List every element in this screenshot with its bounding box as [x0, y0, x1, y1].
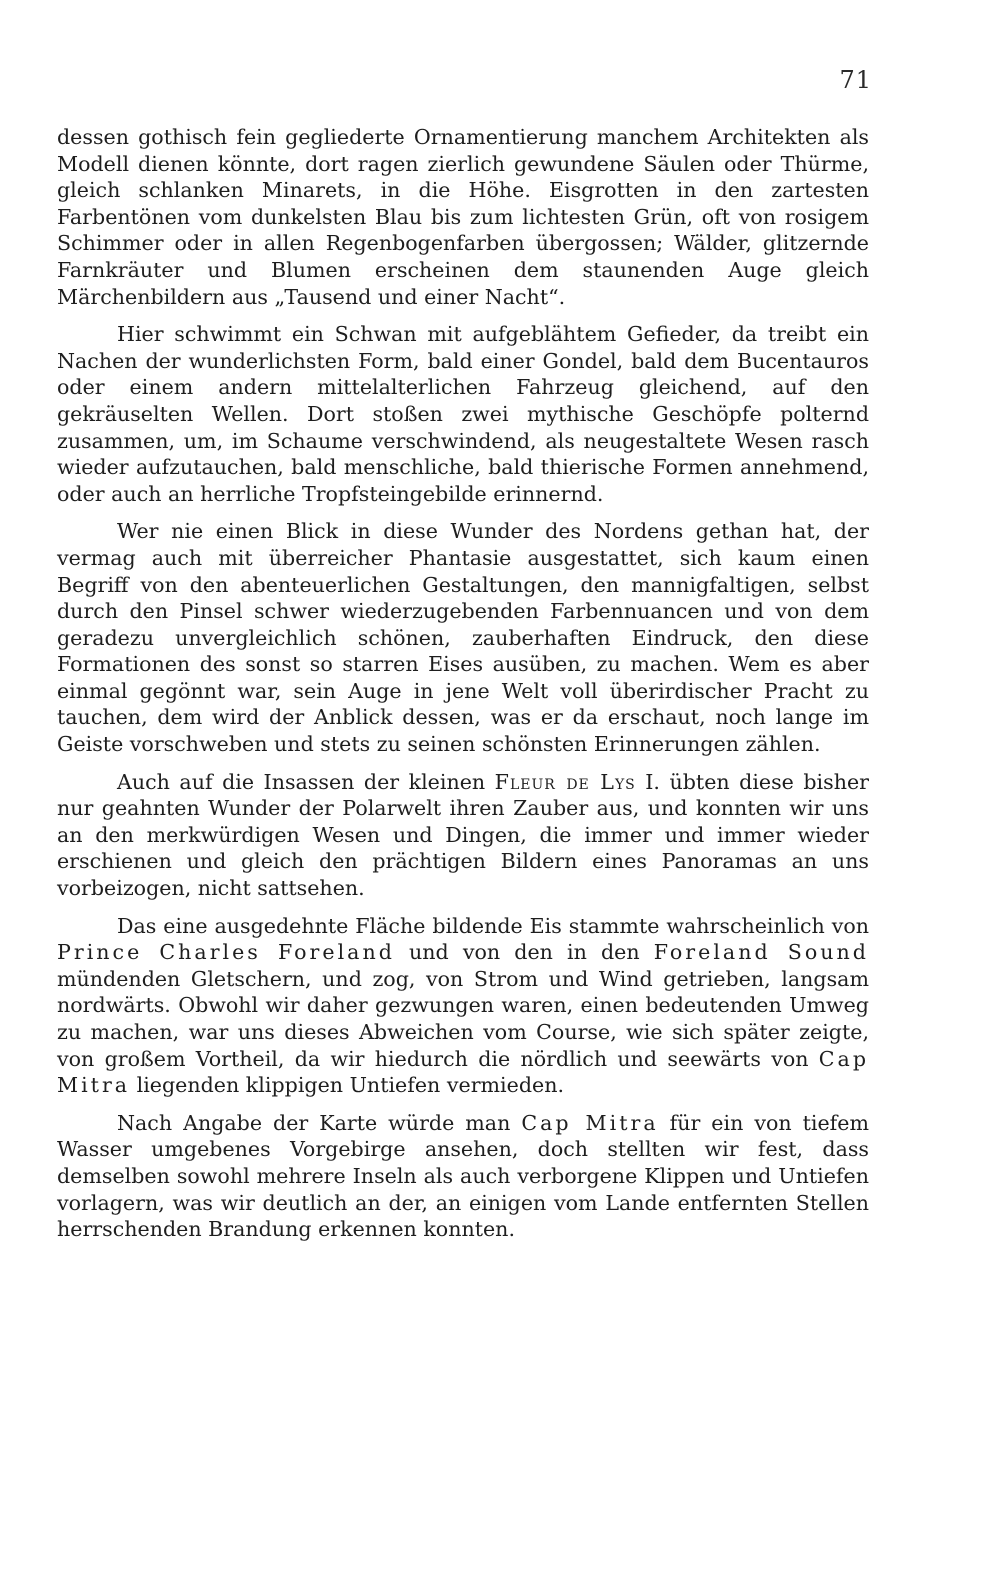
paragraph-6-text-b: für ein von tiefem Wasser umgebenes Vorgebirge ansehen, doch stellten wir fest, dass demselben sowohl mehrere Inseln als auch verborgene Klippen und Untiefen vorlagern, was wir deutlich an der, an einigen vom Lande entfernten Stellen herrschenden Brandung erkennen konnten. [57, 1110, 869, 1242]
paragraph-4-text-b: I. übten diese bisher nur geahnten Wunder der Polarwelt ihren Zauber aus, und konnten wir uns an den merkwürdigen Wesen und Dingen, die immer und immer wieder erschienen und gleich den prächtigen Bildern eines Panoramas an uns vorbeizogen, nicht sattsehen. [57, 769, 869, 901]
paragraph-5 [57, 913, 869, 1099]
ship-name: Fleur de Lys [494, 769, 636, 794]
paragraph-2: Hier schwimmt ein Schwan mit aufgeblähtem Gefieder, da treibt ein Nachen der wunderlichsten Form, bald einer Gondel, bald dem Bucentauros oder einem andern mittelalterlichen Fahrzeug gleichend, auf den gekräuselten Wellen. Dort stoßen zwei mythische Geschöpfe polternd zusammen, um, im Schaume verschwindend, als neugestaltete Wesen rasch wieder aufzutauchen, bald menschliche, bald thierische Formen annehmend, oder auch an herrliche Tropfsteingebilde erinnernd. [57, 322, 869, 506]
paragraph-6-text-a: Nach Angabe der Karte würde man [117, 1110, 522, 1135]
paragraph-3: Wer nie einen Blick in diese Wunder des Nordens gethan hat, der vermag auch mit überreicher Phantasie ausgestattet, sich kaum einen Begriff von den abenteuerlichen Gestaltungen, den mannigfaltigen, selbst durch den Pinsel schwer wiederzugebenden Farbennuancen und von dem geradezu unvergleichlich schönen, zauberhaften Eindruck, den diese Formationen des sonst so starren Eises ausüben, zu machen. Wem es aber einmal gegönnt war, sein Auge in jene Welt voll überirdischer Pracht zu tauchen, dem wird der Anblick dessen, was er da erschaut, noch lange im Geiste vorschweben und stets zu seinen schönsten Erinnerungen zählen. [57, 519, 869, 757]
paragraph-1: dessen gothisch fein gegliederte Ornamentierung manchem Architekten als Modell dienen könnte, dort ragen zierlich gewundene Säulen oder Thürme, gleich schlanken Minarets, in die Höhe. Eisgrotten in den zartesten Farbentönen vom dunkelsten Blau bis zum lichtesten Grün, oft von rosigem Schimmer oder in allen Regenbogenfarben übergossen; Wälder, glitzernde Farnkräuter und Blumen erscheinen dem staunenden Auge gleich Märchenbildern aus „Tausend und einer Nacht“. [57, 125, 869, 309]
place-name-cap-mitra-2: Cap Mitra [521, 1110, 659, 1135]
paragraph-6 [57, 1110, 869, 1243]
paragraph-5-text-a: Das eine ausgedehnte Fläche bildende Eis stammte wahrscheinlich von [117, 913, 869, 938]
paragraph-5-text-c: mündenden Gletschern, und zog, von Strom und Wind getrieben, langsam nordwärts. Obwohl wir daher gezwungen waren, einen bedeutenden Umweg zu machen, war uns dieses Abweichen vom Course, wie sich später zeigte, von großem Vortheil, da wir hiedurch die nördlich und seewärts von [57, 966, 869, 1071]
page-number: 71 [839, 66, 872, 94]
paragraph-4 [57, 769, 869, 902]
place-name-prince-charles-foreland: Prince Charles Foreland [57, 940, 395, 965]
body-text [57, 124, 869, 1243]
paragraph-4-text-a: Auch auf die Insassen der kleinen [117, 769, 495, 794]
paragraph-5-text-d: liegenden klippigen Untiefen vermieden. [130, 1073, 565, 1098]
paragraph-5-text-b: und von den in den [394, 940, 654, 965]
place-name-foreland-sound: Foreland Sound [653, 940, 869, 965]
place-name-cap-mitra: Cap Mitra [57, 1046, 869, 1098]
